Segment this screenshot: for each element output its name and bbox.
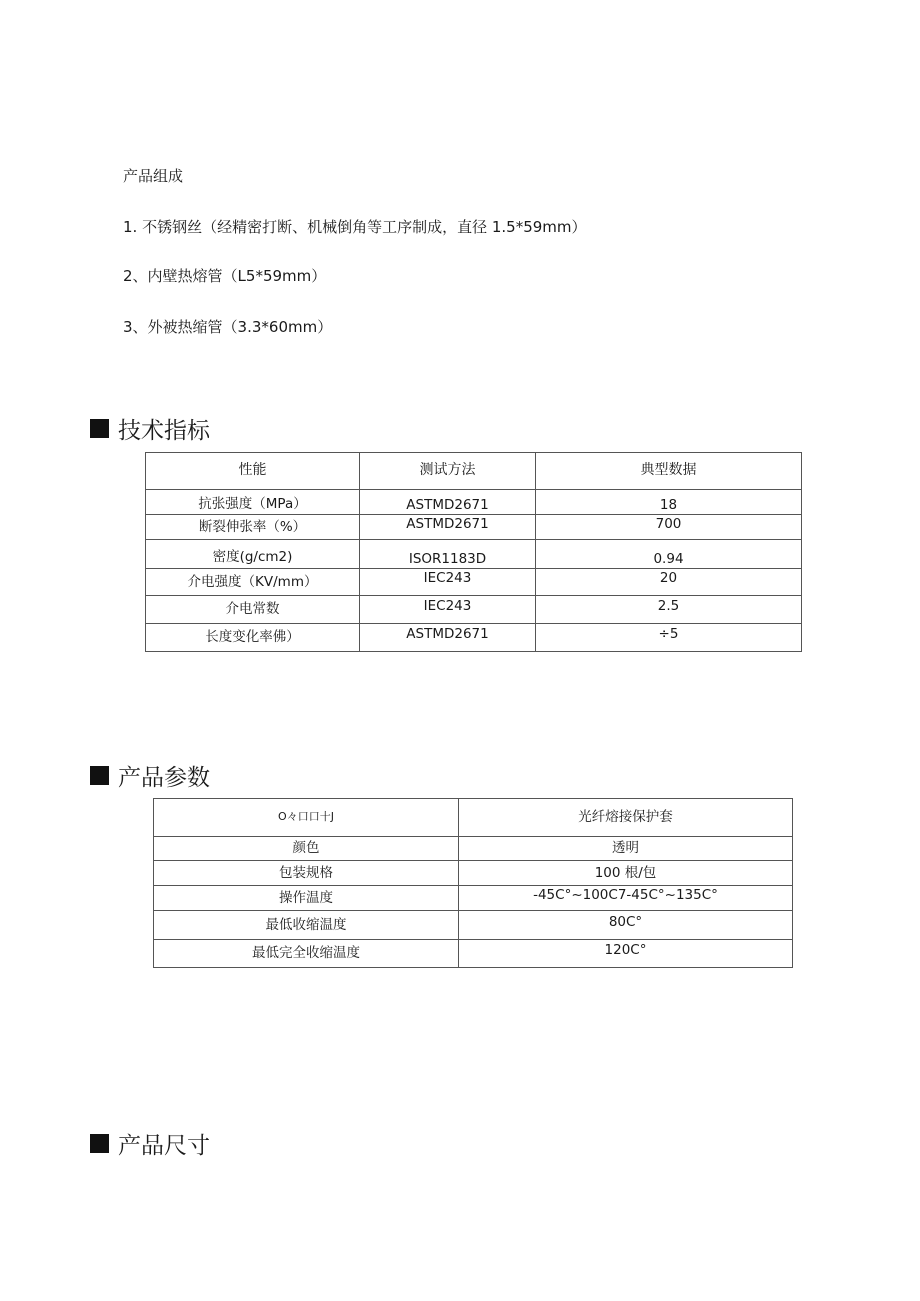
table-cell: ASTMD2671 [360, 490, 536, 515]
square-bullet-icon [90, 766, 109, 785]
table-cell: 0.94 [536, 540, 802, 569]
params-heading [90, 759, 210, 792]
table-header-row [154, 799, 793, 837]
table-cell: IEC243 [360, 596, 536, 624]
table-row [146, 490, 802, 515]
table-row [154, 911, 793, 940]
table-cell: 20 [536, 569, 802, 596]
table-row [154, 861, 793, 886]
table-cell: 长度变化率佛） [146, 624, 360, 652]
header-cell: O々口口十J [154, 799, 459, 837]
header-cell: 光纤熔接保护套 [459, 799, 793, 837]
table-cell: ÷5 [536, 624, 802, 652]
table-row [146, 569, 802, 596]
tech-spec-heading-text: 技术指标 [118, 418, 210, 444]
table-cell: ISOR1183D [360, 540, 536, 569]
table-row [146, 596, 802, 624]
square-bullet-icon [90, 1134, 109, 1153]
table-cell: 介电常数 [146, 596, 360, 624]
table-cell: 最低完全收缩温度 [154, 940, 459, 968]
table-cell: 最低收缩温度 [154, 911, 459, 940]
table-cell: 抗张强度（MPa） [146, 490, 360, 515]
table-cell: IEC243 [360, 569, 536, 596]
table-row [154, 837, 793, 861]
table-cell: 断裂伸张率（%） [146, 515, 360, 540]
table-cell: -45C°~100C7-45C°~135C° [459, 886, 793, 911]
table-cell: 18 [536, 490, 802, 515]
composition-item-2: 2、内壁热熔管（L5*59mm） [123, 267, 327, 285]
header-cell: 性能 [146, 453, 360, 490]
table-row [146, 515, 802, 540]
tech-spec-table [145, 452, 802, 652]
header-cell: 典型数据 [536, 453, 802, 490]
table-row [146, 624, 802, 652]
table-cell: 密度(g/cm2) [146, 540, 360, 569]
table-cell: 2.5 [536, 596, 802, 624]
composition-item-3: 3、外被热缩管（3.3*60mm） [123, 318, 333, 336]
table-row [154, 886, 793, 911]
table-cell: 介电强度（KV/mm） [146, 569, 360, 596]
table-cell: 80C° [459, 911, 793, 940]
composition-title: 产品组成 [123, 167, 184, 185]
table-cell: 操作温度 [154, 886, 459, 911]
table-cell: 100 根/包 [459, 861, 793, 886]
table-cell: 700 [536, 515, 802, 540]
table-cell: 颜色 [154, 837, 459, 861]
header-cell: 测试方法 [360, 453, 536, 490]
table-cell: 包装规格 [154, 861, 459, 886]
table-row [146, 540, 802, 569]
table-cell: ASTMD2671 [360, 624, 536, 652]
composition-item-1: 1. 不锈钢丝（经精密打断、机械倒角等工序制成，直径 1.5*59mm） [123, 218, 587, 236]
square-bullet-icon [90, 419, 109, 438]
params-heading-text: 产品参数 [118, 765, 210, 791]
table-cell: 透明 [459, 837, 793, 861]
table-header-row [146, 453, 802, 490]
dimensions-heading-text: 产品尺寸 [118, 1133, 210, 1159]
table-row [154, 940, 793, 968]
table-cell: ASTMD2671 [360, 515, 536, 540]
params-table [153, 798, 793, 968]
tech-spec-heading [90, 412, 210, 445]
dimensions-heading [90, 1127, 210, 1160]
table-cell: 120C° [459, 940, 793, 968]
